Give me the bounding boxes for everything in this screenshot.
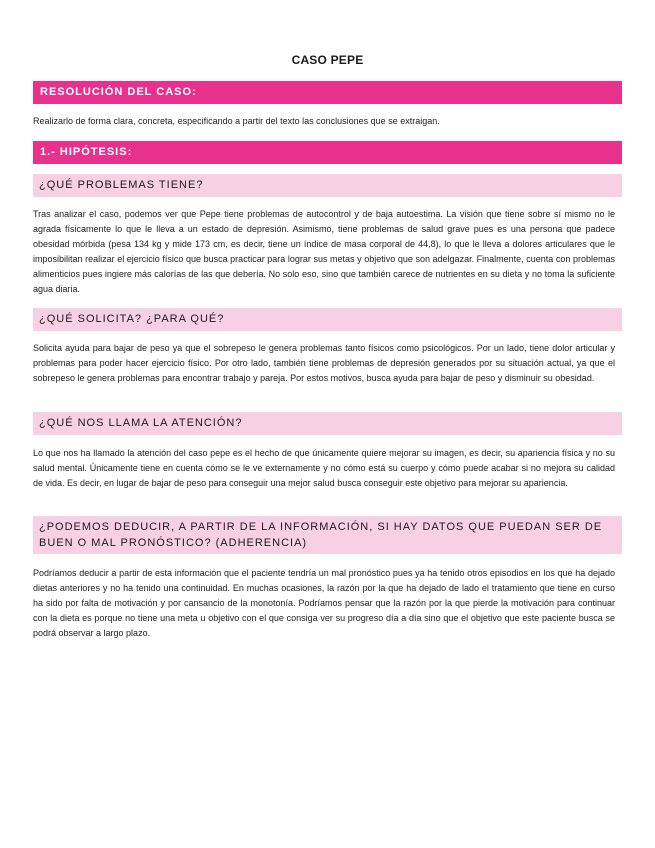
subheading-prognosis: ¿PODEMOS DEDUCIR, A PARTIR DE LA INFORMACIÓN, SI HAY DATOS QUE PUEDAN SER DE BUEN O MAL PRONÓSTICO? (ADHERENCIA) [33, 516, 622, 554]
requests-text: Solicita ayuda para bajar de peso ya que el sobrepeso le genera problemas tanto físicos como psicológicos. Por un lado, tiene dolor articular y problemas para poder hacer ejercicio físico. Por otro lado, también tiene problemas de depresión generados por su situación actual, ya que el sobrepeso le genera problemas para encontrar trabajo y pareja. Por estos motivos, busca ayuda para bajar de peso y disminuir su obesidad. [33, 343, 615, 383]
prognosis-text: Podríamos deducir a partir de esta información que el paciente tendría un mal pronóstico pues ya ha tenido otros episodios en los que ha dejado dietas anteriores y no ha tenido una continuidad. En muchas ocasiones, la razón por la que ha dejado de lado el tratamiento que tiene en curso ha sido por falta de motivación y por cansancio de la monotonía. Podríamos pensar que la razón por la que pierde la motivación para continuar con la dieta es porque no tiene una meta u objetivo con el que consiga ver su progreso día a día sino que el objetivo que este paciente busca se podrá observar a largo plazo. [33, 568, 615, 638]
attention-text: Lo que nos ha llamado la atención del caso pepe es el hecho de que únicamente quiere mejorar su imagen, es decir, su apariencia física y no su salud mental. Únicamente tiene en cuenta cómo se le ve externamente y no cómo está su cuerpo y cómo puede acabar si no mejora su calidad de vida. Es decir, en lugar de bajar de peso para conseguir una mejor salud busca conseguir este objetivo para mejorar su apariencia. [33, 448, 615, 488]
subheading-requests: ¿QUÉ SOLICITA? ¿PARA QUÉ? [33, 308, 622, 331]
subheading-problems: ¿QUÉ PROBLEMAS TIENE? [33, 174, 622, 197]
section-heading-resolution: RESOLUCIÓN DEL CASO: [33, 81, 622, 104]
subheading-attention: ¿QUÉ NOS LLAMA LA ATENCIÓN? [33, 412, 622, 435]
section-heading-hypothesis: 1.- HIPÓTESIS: [33, 141, 622, 164]
problems-text: Tras analizar el caso, podemos ver que Pepe tiene problemas de autocontrol y de baja autoestima. La visión que tiene sobre sí mismo no le agrada físicamente lo que le lleva a un estado de depresión. Asimismo, tiene problemas de salud grave pues es una persona que padece obesidad mórbida (pesa 134 kg y mide 173 cm, es decir, tiene un índice de masa corporal de 44,8), lo que le lleva a dolores articulares que le imposibilitan realizar el ejercicio físico que busca practicar para lograr sus metas y objetivo que son adelgazar. Finalmente, cuenta con problemas alimenticios pues ingiere más calorías de las que debería. No solo eso, sino que también carece de nutrientes en su dieta y no toma la suficiente agua diaria. [33, 209, 615, 294]
document-title: CASO PEPE [291, 53, 364, 67]
resolution-text: Realizarlo de forma clara, concreta, especificando a partir del texto las conclusiones que se extraigan. [33, 116, 440, 126]
